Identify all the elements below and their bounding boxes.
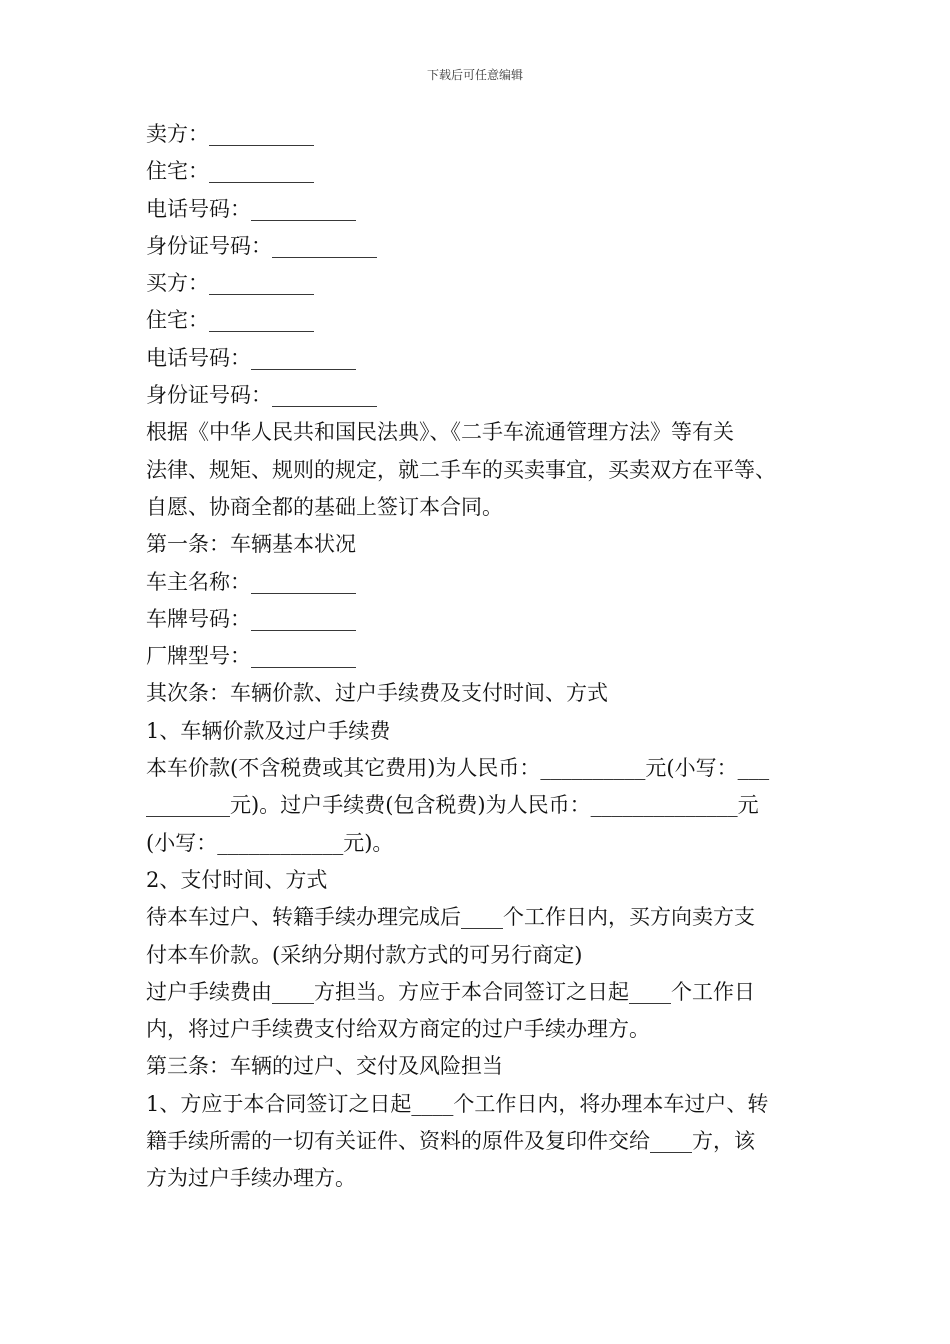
payment-subheading: 2、支付时间、方式 <box>146 867 328 892</box>
buyer-name-line: 买方：__________ <box>146 271 314 296</box>
seller-address-line: 住宅：__________ <box>146 159 314 184</box>
price-subheading: 1、车辆价款及过户手续费 <box>146 718 391 743</box>
seller-id-line: 身份证号码：__________ <box>146 233 377 258</box>
price-line: ________元)。过户手续费(包含税费)为人民币：______________元 <box>146 793 759 818</box>
fee-line: 内，将过户手续费支付给双方商定的过户手续办理方。 <box>146 1017 650 1042</box>
fee-line: 过户手续费由____方担当。方应于本合同签订之日起____个工作日 <box>146 979 755 1004</box>
seller-name-line: 卖方：__________ <box>146 122 314 146</box>
transfer-line: 方为过户手续办理方。 <box>146 1166 356 1191</box>
article-two-heading: 其次条：车辆价款、过户手续费及支付时间、方式 <box>146 681 608 706</box>
article-one-heading: 第一条：车辆基本状况 <box>146 532 356 557</box>
seller-phone-line: 电话号码：__________ <box>146 196 356 221</box>
payment-line: 付本车价款。(采纳分期付款方式的可另行商定) <box>146 942 583 967</box>
owner-name-line: 车主名称：__________ <box>146 569 356 594</box>
preamble-line: 自愿、协商全都的基础上签订本合同。 <box>146 494 503 519</box>
preamble-line: 法律、规矩、规则的规定，就二手车的买卖事宜，买卖双方在平等、 <box>146 457 776 482</box>
payment-line: 待本车过户、转籍手续办理完成后____个工作日内，买方向卖方支 <box>146 905 755 930</box>
model-line: 厂牌型号：__________ <box>146 644 356 669</box>
article-three-heading: 第三条：车辆的过户、交付及风险担当 <box>146 1054 503 1079</box>
price-line: 本车价款(不含税费或其它费用)为人民币：__________元(小写：___ <box>146 756 770 781</box>
transfer-line: 籍手续所需的一切有关证件、资料的原件及复印件交给____方，该 <box>146 1129 755 1154</box>
buyer-id-line: 身份证号码：__________ <box>146 383 377 408</box>
page-header: 下载后可任意编辑 <box>426 68 523 82</box>
preamble-line: 根据《中华人民共和国民法典》、《二手车流通管理方法》等有关 <box>146 420 734 445</box>
contract-body <box>146 116 826 1198</box>
buyer-phone-line: 电话号码：__________ <box>146 345 356 370</box>
plate-number-line: 车牌号码：__________ <box>146 606 356 631</box>
transfer-line: 1、方应于本合同签订之日起____个工作日内，将办理本车过户、转 <box>146 1091 769 1116</box>
price-line: (小写：____________元)。 <box>146 830 394 855</box>
buyer-address-line: 住宅：__________ <box>146 308 314 333</box>
